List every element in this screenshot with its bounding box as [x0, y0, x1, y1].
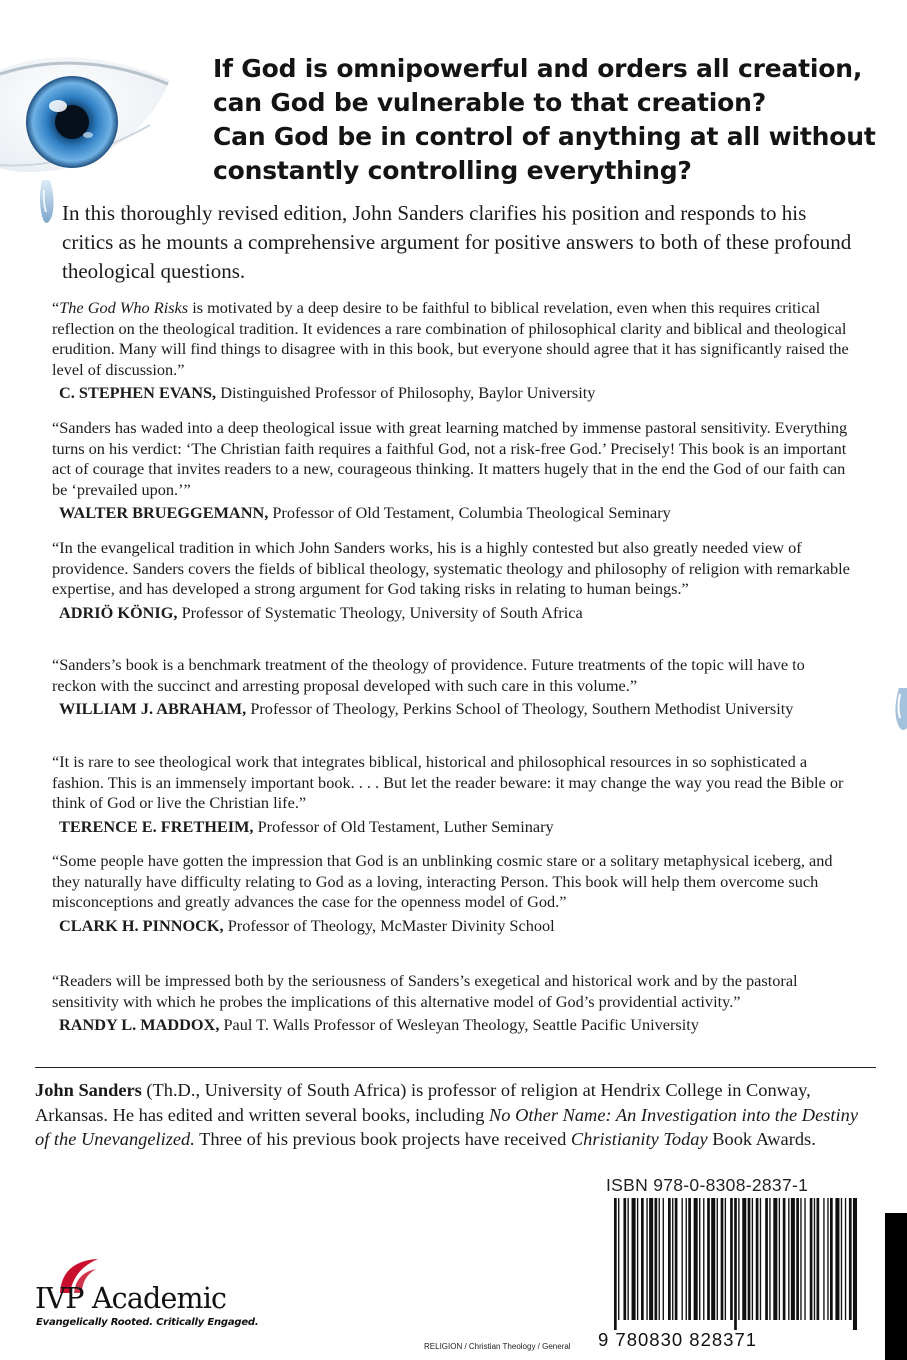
barcode: [612, 1198, 858, 1330]
barcode-bar: [827, 1198, 828, 1320]
barcode-bar: [841, 1198, 842, 1320]
barcode-bar: [810, 1198, 813, 1320]
barcode-bar: [655, 1198, 658, 1320]
barcode-bar: [725, 1198, 726, 1320]
endorsement-attribution: [59, 699, 852, 720]
endorsement-attribution: [59, 503, 852, 524]
barcode-bar: [632, 1198, 636, 1320]
endorsement-quote: “Some people have gotten the impression that God is an unblinking cosmic stare or a solitary metaphysical iceberg, and they naturally have difficulty relating to God as a loving, interacting Person. This book will help them overcome such misconceptions and greatly advances the case for the openness model of God.”: [52, 851, 833, 911]
barcode-bar: [663, 1198, 664, 1320]
barcode-bar: [773, 1198, 777, 1320]
barcode-bar: [760, 1198, 761, 1320]
endorsement-attribution: [59, 1015, 852, 1036]
author-name: John Sanders: [35, 1080, 142, 1100]
award-name: Christianity Today: [570, 1129, 708, 1149]
barcode-bar: [628, 1198, 629, 1320]
barcode-bar: [672, 1198, 673, 1320]
endorser-name: TERENCE E. FRETHEIM,: [59, 816, 254, 836]
barcode-bar: [646, 1198, 647, 1320]
barcode-bar: [835, 1198, 839, 1320]
book-title: No Other Name: An Investigation into the Destiny of the Unevangelized.: [35, 1104, 858, 1149]
endorsement-5: [52, 752, 852, 837]
endorser-title: Professor of Old Testament, Columbia Theological Seminary: [268, 503, 671, 522]
barcode-digits: 9 780830 828371: [598, 1329, 758, 1350]
endorser-title: Paul T. Walls Professor of Wesleyan Theology, Seattle Pacific University: [219, 1015, 699, 1034]
endorsement-quote: “It is rare to see theological work that integrates biblical, historical and philosophical resources in so sophisticated a fashion. This is an immensely important book. . . . But let the reader beware: it may change the way you read the Bible or think of God or live the Christian life.”: [52, 752, 844, 812]
publisher-tagline: Evangelically Rooted. Critically Engaged.: [36, 1317, 259, 1328]
barcode-bar: [614, 1198, 617, 1330]
barcode-bar: [649, 1198, 653, 1320]
headline-question-1: If God is omnipowerful and orders all creation, can God be vulnerable to that creation?: [213, 54, 863, 117]
barcode-bar: [717, 1198, 718, 1320]
endorsement-quote: “In the evangelical tradition in which John Sanders works, his is a highly contested but also greatly needed view of providence. Sanders covers the fields of biblical theology, systematic theology and philosophy of religion with remarkable expertise, and has developed a strong argument for God taking risks in relating to human beings.”: [52, 538, 850, 598]
barcode-bar: [721, 1198, 724, 1320]
barcode-bar: [668, 1198, 671, 1320]
barcode-bar: [817, 1198, 820, 1320]
section-divider: [35, 1067, 876, 1068]
endorsement-6: [52, 851, 852, 936]
endorser-name: WALTER BRUEGGEMANN,: [59, 503, 269, 522]
headline-question-2: Can God be in control of anything at all without constantly controlling everything?: [213, 122, 876, 185]
barcode-bar: [791, 1198, 795, 1320]
endorsement-7: [52, 971, 852, 1036]
barcode-bar: [814, 1198, 815, 1320]
endorsement-quote: “Readers will be impressed both by the seriousness of Sanders’s exegetical and historical work and by the pastoral sensitivity with which he probes the implications of this alternative model of God’s providential activity.”: [52, 971, 798, 1011]
endorsement-4: [52, 655, 852, 720]
barcode-bar: [779, 1198, 780, 1320]
endorsement-attribution: [59, 817, 852, 838]
endorsement-quote: “The God Who Risks is motivated by a deep desire to be faithful to biblical revelation, even when this requires critical reflection on the theological tradition. It evidences a rare combination of philosophical clarity and biblical and theological erudition. Many will find things to disagree with in this book, but everyone should agree that it has significantly raised the level of discussion.”: [52, 298, 849, 379]
barcode-bar: [845, 1198, 846, 1320]
barcode-bar: [769, 1198, 770, 1320]
barcode-bar: [748, 1198, 751, 1320]
barcode-bar: [765, 1198, 768, 1320]
endorsement-attribution: [59, 383, 852, 404]
endorsement-1: [52, 298, 852, 404]
endorser-title: Professor of Theology, McMaster Divinity School: [223, 915, 555, 935]
barcode-bar: [823, 1198, 824, 1320]
isbn-label: ISBN 978-0-8308-2837-1: [606, 1175, 809, 1195]
barcode-bar: [800, 1198, 801, 1320]
endorser-name: WILLIAM J. ABRAHAM,: [59, 699, 247, 718]
barcode-bar: [788, 1198, 789, 1320]
barcode-bar: [694, 1198, 698, 1320]
endorser-name: RANDY L. MADDOX,: [59, 1015, 220, 1034]
category-label: RELIGION / Christian Theology / General: [424, 1342, 571, 1351]
endorser-name: CLARK H. PINNOCK,: [59, 915, 224, 935]
endorser-name: C. STEPHEN EVANS,: [59, 383, 217, 402]
barcode-bar: [796, 1198, 799, 1320]
barcode-bar: [703, 1198, 704, 1320]
endorsement-quote: “Sanders’s book is a benchmark treatment of the theology of providence. Future treatments of the topic will have to reckon with the succinct and arresting proposal developed with such care in this volume.”: [52, 655, 805, 695]
barcode-bar: [752, 1198, 753, 1320]
barcode-bar: [699, 1198, 700, 1320]
barcode-bar: [711, 1198, 715, 1320]
barcode-bar: [849, 1198, 852, 1320]
endorsement-quote: “Sanders has waded into a deep theological issue with great learning matched by immense pastoral sensitivity. Everything turns on his verdict: ‘The Christian faith requires a faithful God, not a risk-free God.’ Precisely! This book is an important act of courage that invites readers to a new, courageous thinking. It matters hugely that in the end the God of our faith can be ‘prevailed upon.’”: [52, 418, 848, 499]
endorsement-2: [52, 418, 852, 524]
barcode-bar: [637, 1198, 638, 1320]
edge-tab: [885, 1213, 907, 1360]
barcode-bar: [682, 1198, 683, 1320]
barcode-bar: [675, 1198, 678, 1320]
author-bio: John Sanders (Th.D., University of South Africa) is professor of religion at Hendrix College in Conway, Arkansas. He has edited and written several books, including No Other Name: An Investigation into the Destiny of the Unevangelized. Three of his previous book projects have received Christianity Today Book Awards.: [35, 1080, 858, 1149]
barcode-bar: [734, 1198, 737, 1330]
barcode-bar: [738, 1198, 739, 1320]
endorser-title: Professor of Old Testament, Luther Seminary: [253, 816, 554, 836]
barcode-bar: [618, 1198, 619, 1320]
book-title: The God Who Risks: [59, 298, 189, 317]
barcode-bar: [623, 1198, 626, 1320]
intro-paragraph: In this thoroughly revised edition, John Sanders clarifies his position and responds to his critics as he mounts a comprehensive argument for positive answers to both of these profound theological questions.: [62, 201, 852, 283]
barcode-bar: [707, 1198, 710, 1320]
edge-drop-fragment: [889, 688, 907, 734]
endorser-title: Professor of Theology, Perkins School of Theology, Southern Methodist University: [246, 699, 794, 718]
barcode-bar: [830, 1198, 833, 1320]
barcode-bar: [659, 1198, 660, 1320]
barcode-bar: [730, 1198, 733, 1320]
barcode-bar: [688, 1198, 691, 1320]
endorser-name: ADRIÖ KÖNIG,: [59, 602, 178, 622]
endorser-title: Distinguished Professor of Philosophy, Baylor University: [216, 383, 596, 402]
endorsement-attribution: [59, 916, 852, 937]
barcode-bar: [853, 1198, 857, 1330]
barcode-bar: [783, 1198, 786, 1320]
barcode-bar: [756, 1198, 759, 1320]
endorsement-3: [52, 538, 852, 623]
barcode-bar: [742, 1198, 746, 1320]
endorsement-attribution: [59, 603, 852, 624]
barcode-bar: [641, 1198, 644, 1320]
barcode-bar: [686, 1198, 687, 1320]
barcode-bar: [804, 1198, 805, 1320]
endorser-title: Professor of Systematic Theology, University of South Africa: [177, 602, 583, 622]
publisher-name: IVP Academic: [35, 1282, 227, 1315]
